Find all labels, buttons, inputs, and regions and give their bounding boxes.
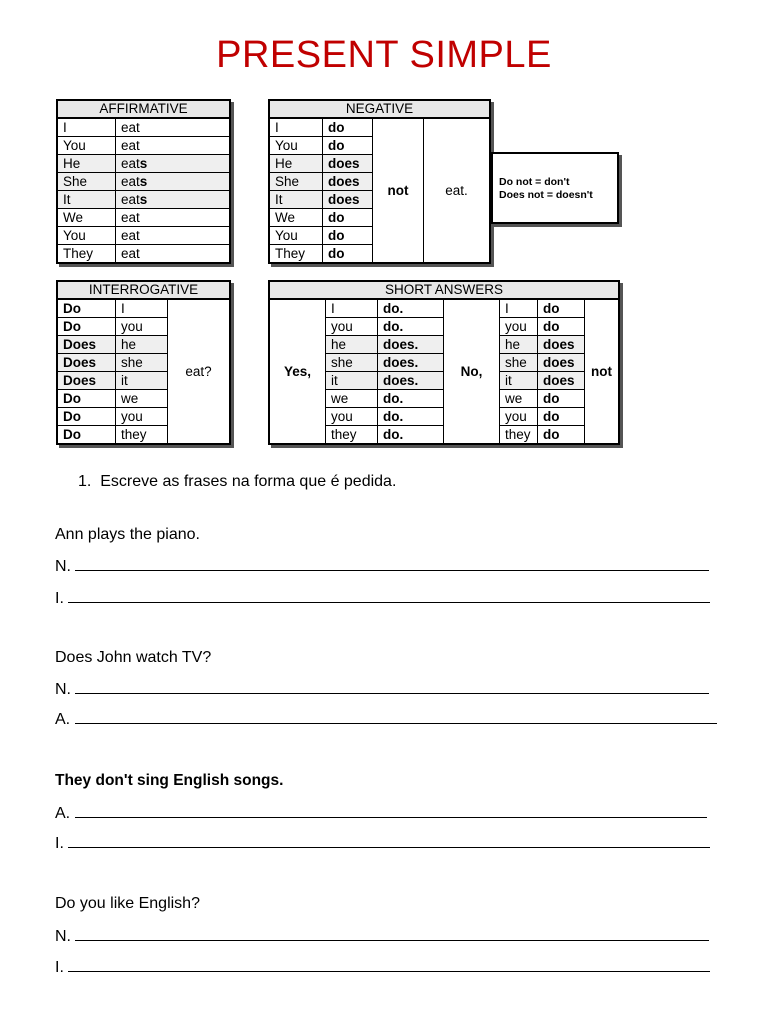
answer-blank[interactable] [75, 679, 709, 694]
aff-verb: eats [116, 191, 231, 209]
int-pronoun: you [116, 408, 168, 426]
answer-line[interactable] [55, 709, 717, 729]
exercise-sentence: They don't sing English songs. [55, 772, 284, 789]
third-person-suffix: s [139, 156, 148, 171]
aff-pronoun: He [57, 155, 116, 173]
neg-pronoun: I [269, 118, 323, 137]
neg-pronoun: You [269, 227, 323, 245]
int-aux: Do [57, 408, 116, 426]
neg-verb: eat. [424, 118, 491, 263]
answer-blank[interactable] [68, 833, 710, 848]
no-aux: do [538, 390, 585, 408]
answer-line[interactable] [55, 803, 707, 823]
answer-label: N. [55, 928, 71, 945]
answer-label: I. [55, 835, 64, 852]
yes-pronoun: you [326, 408, 378, 426]
no-pronoun: it [500, 372, 538, 390]
neg-pronoun: They [269, 245, 323, 264]
neg-pronoun: He [269, 155, 323, 173]
neg-aux: do [323, 245, 373, 264]
no-aux: do [538, 426, 585, 445]
yes-pronoun: they [326, 426, 378, 445]
aff-pronoun: You [57, 137, 116, 155]
yes-pronoun: I [326, 299, 378, 318]
no-aux: does [538, 354, 585, 372]
neg-aux: does [323, 191, 373, 209]
yes-aux: do. [378, 390, 444, 408]
neg-pronoun: You [269, 137, 323, 155]
answer-label: I. [55, 959, 64, 976]
neg-aux: does [323, 155, 373, 173]
no-aux: does [538, 372, 585, 390]
answer-line[interactable] [55, 833, 710, 853]
exercise-sentence: Ann plays the piano. [55, 526, 200, 543]
answer-line[interactable] [55, 556, 709, 576]
yes-aux: does. [378, 354, 444, 372]
neg-aux: do [323, 227, 373, 245]
no-pronoun: we [500, 390, 538, 408]
answer-line[interactable] [55, 588, 710, 608]
neg-pronoun: We [269, 209, 323, 227]
short-answers-table [268, 280, 620, 445]
third-person-suffix: s [139, 174, 148, 189]
no-pronoun: they [500, 426, 538, 445]
no-pronoun: she [500, 354, 538, 372]
yes-aux: do. [378, 408, 444, 426]
affirmative-header: AFFIRMATIVE [57, 100, 230, 118]
aff-verb: eats [116, 173, 231, 191]
int-verb: eat? [168, 299, 231, 444]
no-pronoun: he [500, 336, 538, 354]
yes-aux: does. [378, 372, 444, 390]
aff-verb: eats [116, 155, 231, 173]
answer-label: N. [55, 558, 71, 575]
yes-pronoun: he [326, 336, 378, 354]
int-pronoun: it [116, 372, 168, 390]
answer-label: A. [55, 805, 71, 822]
answer-blank[interactable] [68, 588, 710, 603]
aff-verb: eat [116, 245, 231, 264]
int-aux: Do [57, 390, 116, 408]
aff-pronoun: You [57, 227, 116, 245]
int-pronoun: we [116, 390, 168, 408]
neg-pronoun: It [269, 191, 323, 209]
answer-label: A. [55, 711, 71, 728]
int-aux: Do [57, 299, 116, 318]
aff-verb: eat [116, 137, 231, 155]
int-pronoun: I [116, 299, 168, 318]
neg-aux: do [323, 209, 373, 227]
int-pronoun: she [116, 354, 168, 372]
yes-aux: do. [378, 426, 444, 445]
negative-table [268, 99, 491, 264]
neg-not: not [373, 118, 424, 263]
answer-blank[interactable] [75, 556, 709, 571]
answer-blank[interactable] [68, 957, 710, 972]
aff-pronoun: We [57, 209, 116, 227]
yes-pronoun: we [326, 390, 378, 408]
int-aux: Does [57, 354, 116, 372]
interrogative-table [56, 280, 231, 445]
third-person-suffix: s [139, 192, 148, 207]
yes-pronoun: she [326, 354, 378, 372]
int-pronoun: they [116, 426, 168, 445]
interrogative-header: INTERROGATIVE [57, 281, 230, 299]
negative-header: NEGATIVE [269, 100, 490, 118]
exercise-number: 1. [78, 473, 92, 490]
aff-pronoun: They [57, 245, 116, 264]
yes-label: Yes, [269, 299, 326, 444]
answer-line[interactable] [55, 957, 710, 977]
int-aux: Do [57, 426, 116, 445]
answer-line[interactable] [55, 679, 709, 699]
int-aux: Does [57, 372, 116, 390]
answer-blank[interactable] [75, 926, 709, 941]
yes-pronoun: you [326, 318, 378, 336]
no-pronoun: you [500, 408, 538, 426]
no-aux: do [538, 318, 585, 336]
answer-label: N. [55, 681, 71, 698]
neg-aux: do [323, 137, 373, 155]
exercise-instruction [78, 473, 396, 491]
no-aux: does [538, 336, 585, 354]
exercise-sentence: Do you like English? [55, 895, 200, 912]
int-aux: Do [57, 318, 116, 336]
aff-pronoun: I [57, 118, 116, 137]
contractions-box [491, 152, 619, 224]
neg-aux: do [323, 118, 373, 137]
aff-pronoun: It [57, 191, 116, 209]
affirmative-table [56, 99, 231, 264]
no-aux: do [538, 299, 585, 318]
no-pronoun: you [500, 318, 538, 336]
answer-label: I. [55, 590, 64, 607]
answer-blank[interactable] [75, 709, 717, 724]
contraction-do-not: Do not = don't [499, 176, 570, 188]
no-not: not [585, 299, 620, 444]
neg-aux: does [323, 173, 373, 191]
int-pronoun: he [116, 336, 168, 354]
aff-pronoun: She [57, 173, 116, 191]
aff-verb: eat [116, 209, 231, 227]
page-title: PRESENT SIMPLE [216, 34, 552, 76]
yes-aux: does. [378, 336, 444, 354]
neg-pronoun: She [269, 173, 323, 191]
no-label: No, [444, 299, 500, 444]
short-answers-header: SHORT ANSWERS [269, 281, 619, 299]
no-aux: do [538, 408, 585, 426]
yes-aux: do. [378, 318, 444, 336]
int-pronoun: you [116, 318, 168, 336]
contraction-does-not: Does not = doesn't [499, 189, 593, 201]
answer-line[interactable] [55, 926, 709, 946]
aff-verb: eat [116, 227, 231, 245]
exercise-sentence: Does John watch TV? [55, 649, 212, 666]
exercise-instruction-text: Escreve as frases na forma que é pedida. [100, 473, 397, 490]
answer-blank[interactable] [75, 803, 707, 818]
int-aux: Does [57, 336, 116, 354]
yes-aux: do. [378, 299, 444, 318]
aff-verb: eat [116, 118, 231, 137]
no-pronoun: I [500, 299, 538, 318]
yes-pronoun: it [326, 372, 378, 390]
